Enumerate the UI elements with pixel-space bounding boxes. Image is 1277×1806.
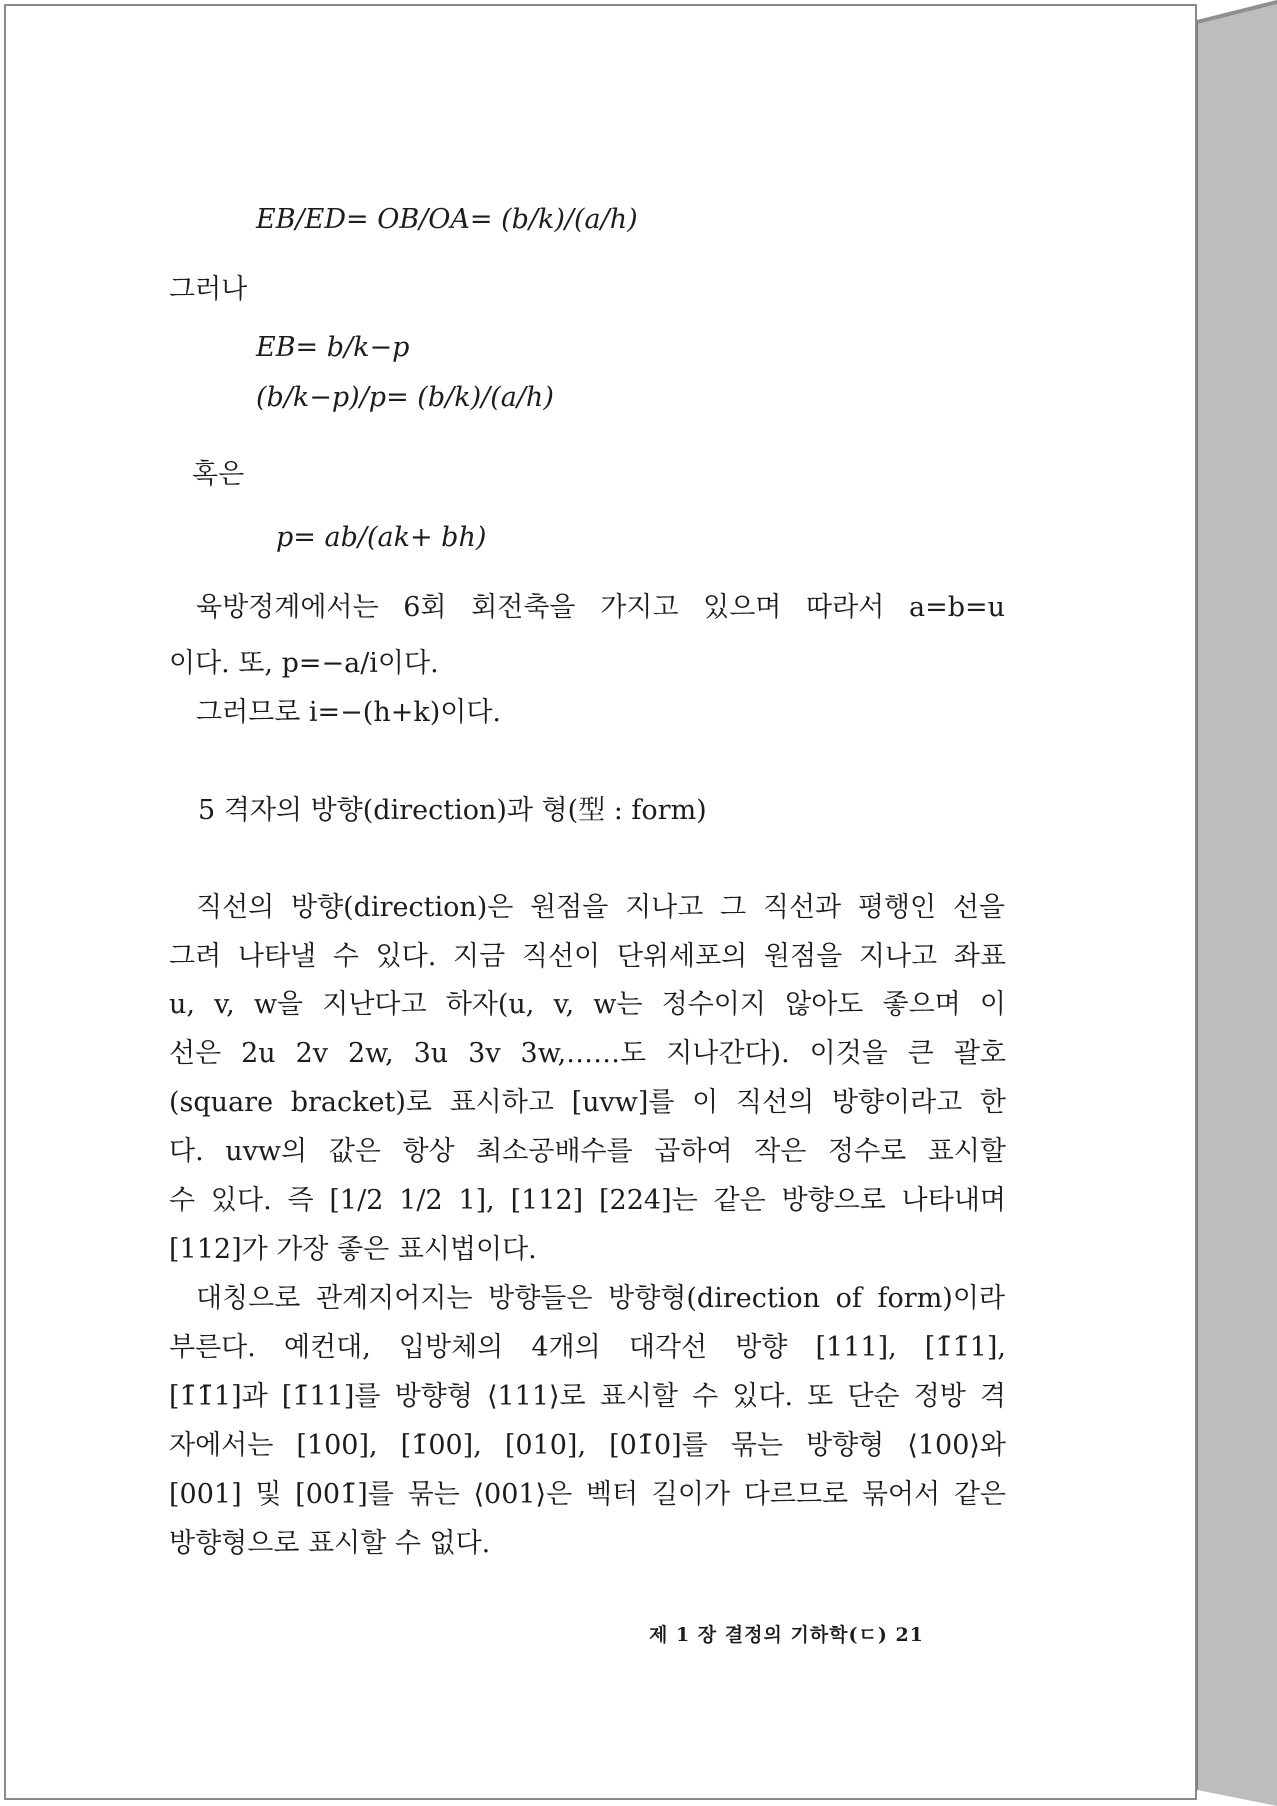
book-edge-shadow bbox=[1197, 0, 1277, 1806]
para2-line-2: 그려 나타낼 수 있다. 지금 직선이 단위세포의 원점을 지나고 좌표 bbox=[169, 941, 1006, 972]
para3-line-5: [001] 및 [001̄]를 묶는 ⟨001⟩은 벡터 길이가 다르므로 묶어서 같은 bbox=[169, 1479, 1006, 1510]
para2-line-3: u, v, w을 지난다고 하자(u, v, w는 정수이지 않아도 좋으며 이 bbox=[169, 989, 1006, 1020]
para3-line-6: 방향형으로 표시할 수 없다. bbox=[169, 1528, 491, 1559]
para3-line-4: 자에서는 [100], [1̄00], [010], [01̄0]를 묶는 방향형 ⟨100⟩와 bbox=[169, 1430, 1006, 1461]
para3-line-1: 대칭으로 관계지어지는 방향들은 방향형(direction of form)이라 bbox=[196, 1283, 1005, 1314]
text-however: 그러나 bbox=[169, 274, 248, 305]
equation-substitution: (b/k−p)/p= (b/k)/(a/h) bbox=[256, 382, 554, 413]
para1-line-2: 이다. 또, p=−a/i이다. bbox=[169, 648, 439, 679]
equation-p: p= ab/(ak+ bh) bbox=[276, 522, 487, 553]
equation-eb: EB= b/k−p bbox=[256, 332, 410, 363]
para1-line-3: 그러므로 i=−(h+k)이다. bbox=[196, 697, 501, 728]
para2-line-8: [112]가 가장 좋은 표시법이다. bbox=[169, 1234, 537, 1265]
para2-line-1: 직선의 방향(direction)은 원점을 지나고 그 직선과 평행인 선을 bbox=[196, 892, 1005, 923]
book-page bbox=[4, 4, 1197, 1800]
page-footer: 제 1 장 결정의 기하학(ㄷ) 21 bbox=[649, 1624, 924, 1646]
para2-line-4: 선은 2u 2v 2w, 3u 3v 3w,……도 지나간다). 이것을 큰 괄호 bbox=[169, 1038, 1006, 1069]
para3-line-2: 부른다. 예컨대, 입방체의 4개의 대각선 방향 [111], [1̄1̄1], bbox=[169, 1332, 1006, 1363]
text-or: 혹은 bbox=[192, 459, 245, 490]
para2-line-7: 수 있다. 즉 [1/2 1/2 1], [112] [224]는 같은 방향으로 나타내며 bbox=[169, 1185, 1006, 1216]
para2-line-5: (square bracket)로 표시하고 [uvw]를 이 직선의 방향이라고 한 bbox=[169, 1087, 1006, 1118]
section-heading: 5 격자의 방향(direction)과 형(型 : form) bbox=[198, 795, 707, 826]
equation-ratio: EB/ED= OB/OA= (b/k)/(a/h) bbox=[256, 204, 638, 235]
para1-line-1: 육방정계에서는 6회 회전축을 가지고 있으며 따라서 a=b=u bbox=[196, 592, 1005, 623]
para2-line-6: 다. uvw의 값은 항상 최소공배수를 곱하여 작은 정수로 표시할 bbox=[169, 1136, 1006, 1167]
para3-line-3: [1̄1̄1]과 [1̄11]를 방향형 ⟨111⟩로 표시할 수 있다. 또 단순 정방 격 bbox=[169, 1381, 1006, 1412]
